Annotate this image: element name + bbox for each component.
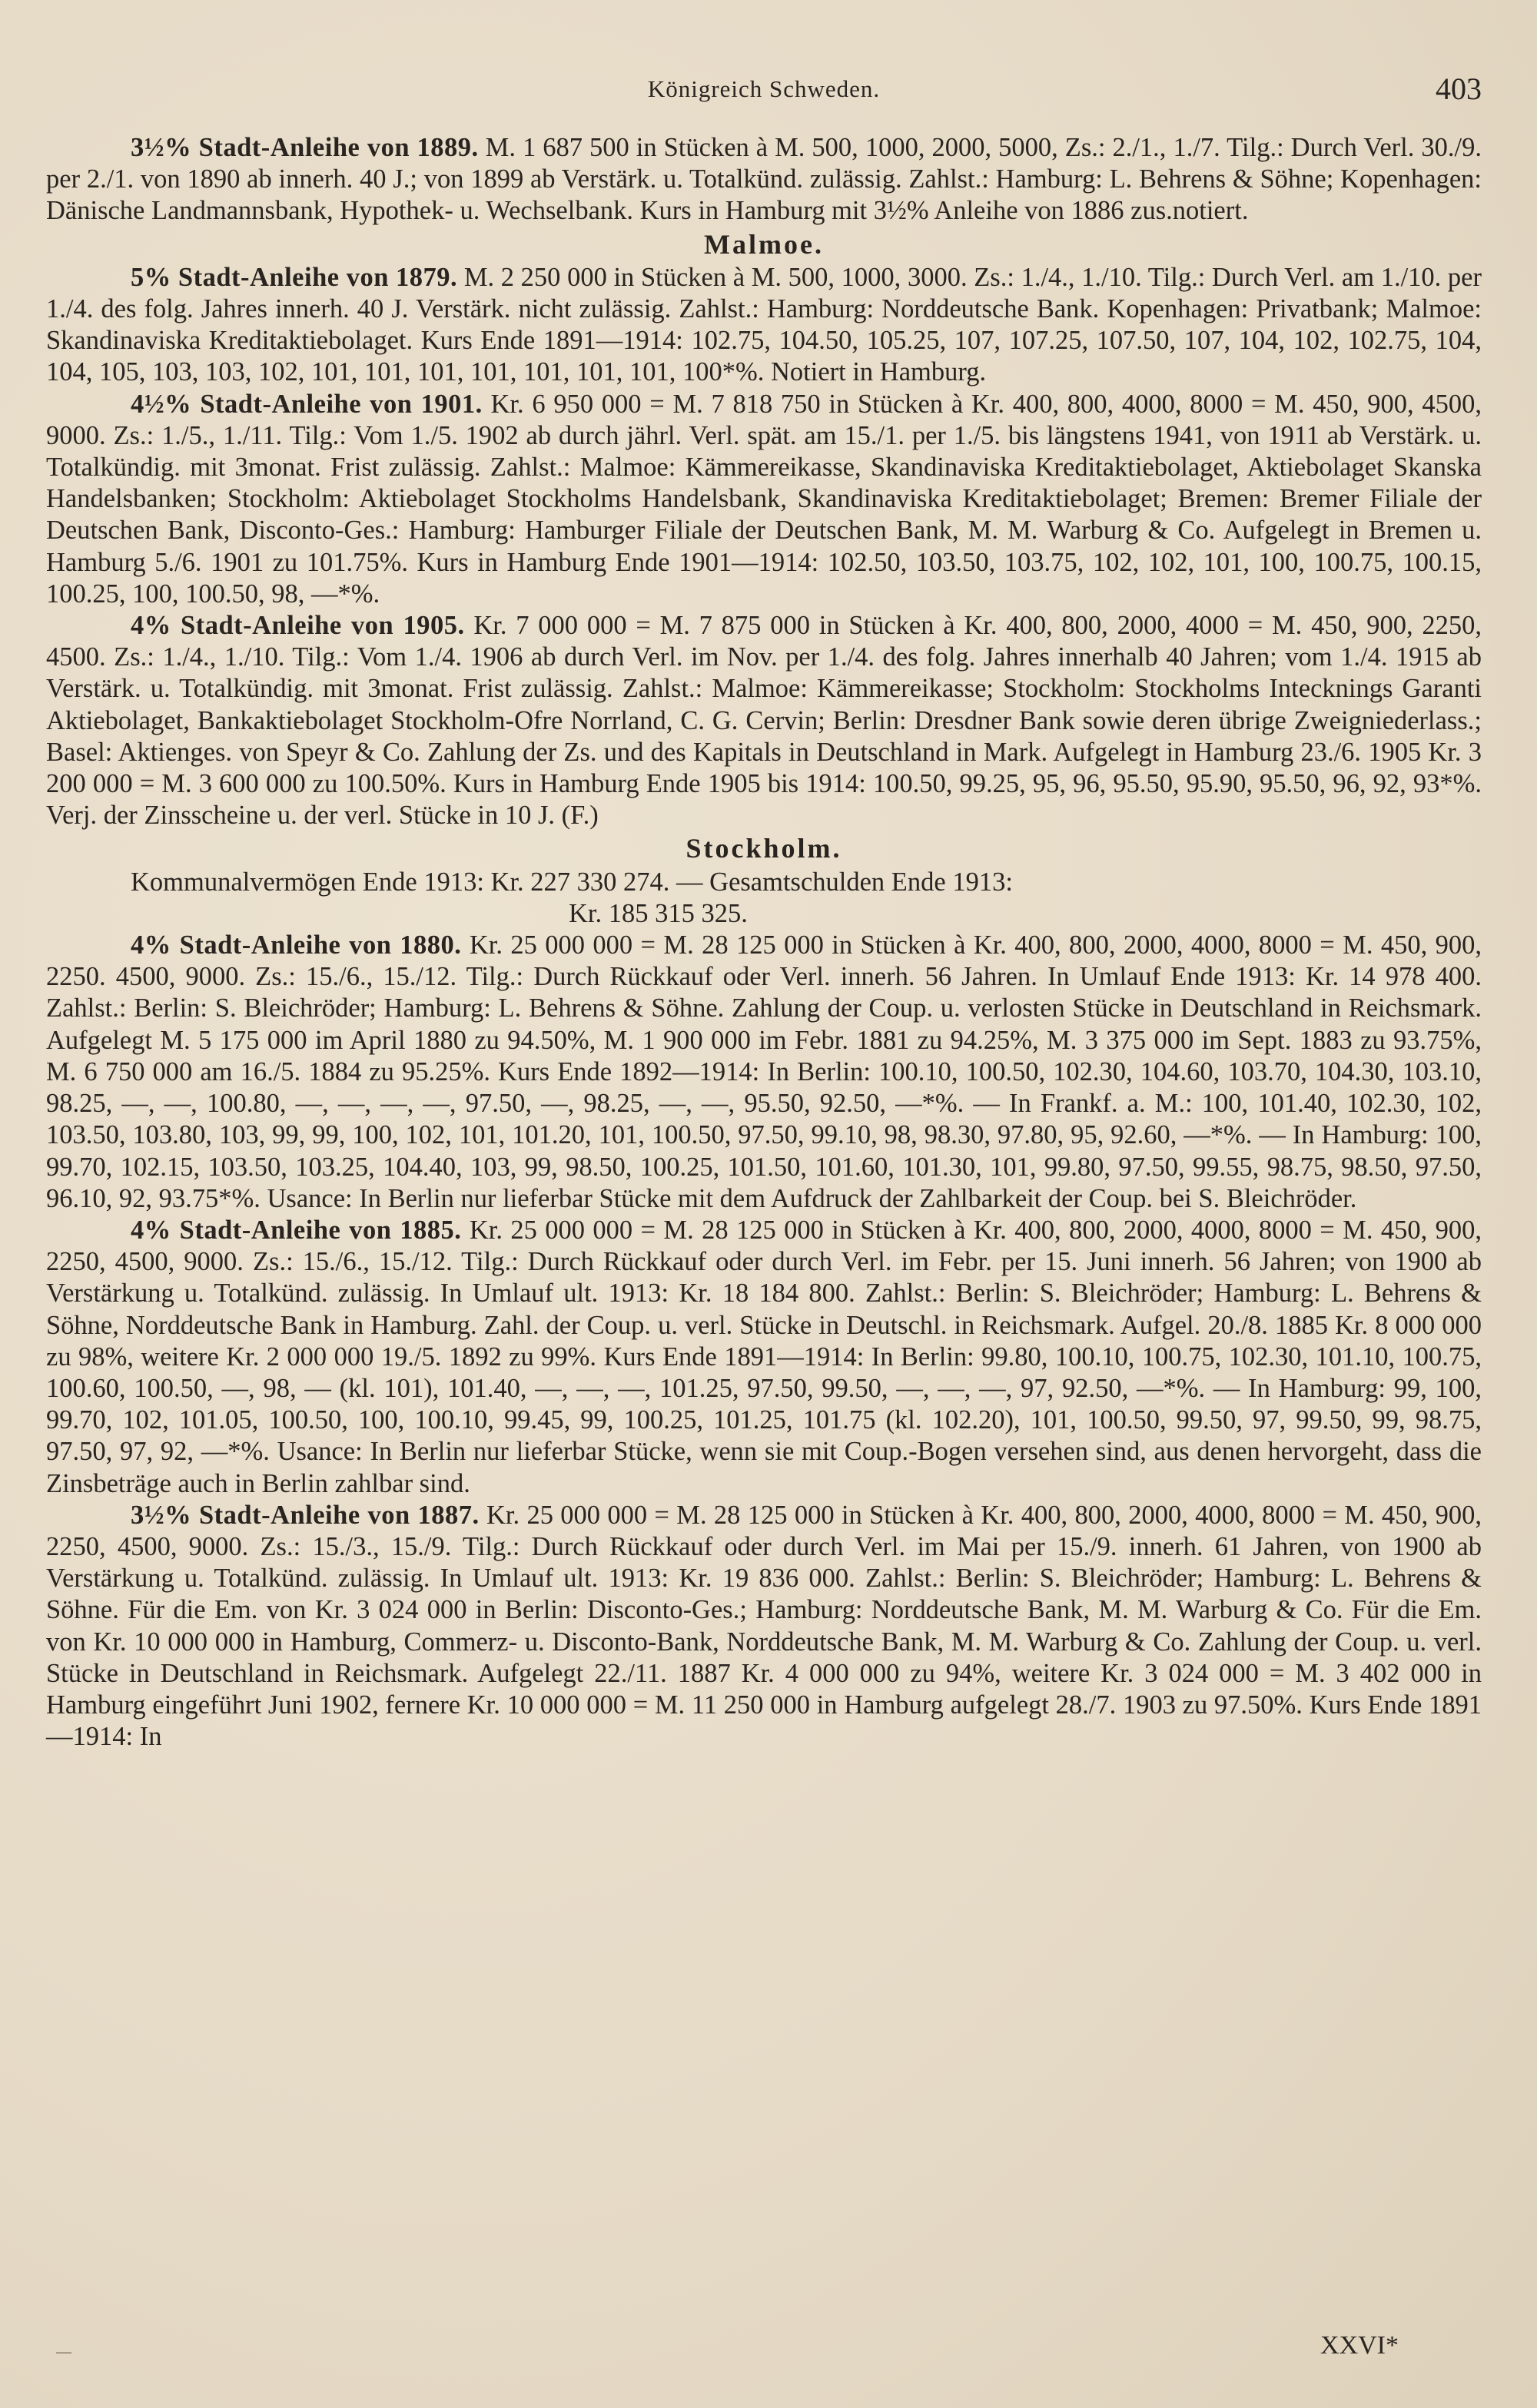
- loan-text: Kr. 6 950 000 = M. 7 818 750 in Stücken à Kr. 400, 800, 4000, 8000 = M. 450, 900, 4500, 9000. Zs.: 1./5., 1./11. Tilg.: Vom 1./5. 1902 ab durch jährl. Verl. spät. am 15./1. per 1./5. bis längstens 1941, von 1911 ab Verstärk. u. Totalkündig. mit 3monat. Frist zulässig. Zahlst.: Malmoe: Kämmereikasse, Skandinaviska Kreditaktiebolaget, Aktiebolaget Skanska Handelsbanken; Stockholm: Aktiebolaget Stockholms Handelsbank, Skandinaviska Kreditaktiebolaget; Bremen: Bremer Filiale der Deutschen Bank, Disconto-Ges.: Hamburg: Hamburger Filiale der Deutschen Bank, M. M. Warburg & Co. Aufgelegt in Bremen u. Hamburg 5./6. 1901 zu 101.75%. Kurs in Hamburg Ende 1901—1914: 102.50, 103.50, 103.75, 102, 102, 101, 100, 100.75, 100.15, 100.25, 100, 100.50, 98, —*%.: [46, 389, 1482, 609]
- loan-heading: 3½% Stadt-Anleihe von 1887.: [131, 1500, 480, 1530]
- loan-heading: 3½% Stadt-Anleihe von 1889.: [131, 133, 479, 162]
- print-dash: —: [55, 2343, 72, 2362]
- loan-text: Kr. 25 000 000 = M. 28 125 000 in Stücken à Kr. 400, 800, 2000, 4000, 8000 = M. 450, 900, 2250. 4500, 9000. Zs.: 15./6., 15./12. Tilg.: Durch Rückkauf oder Verl. innerh. 56 Jahren. In Umlauf Ende 1913: Kr. 14 978 400. Zahlst.: Berlin: S. Bleichröder; Hamburg: L. Behrens & Söhne. Zahlung der Coup. u. verlosten Stücke in Deutschland in Reichsmark. Aufgelegt M. 5 175 000 im April 1880 zu 94.50%, M. 1 900 000 im Febr. 1881 zu 94.25%, M. 3 375 000 im Sept. 1883 zu 93.75%, M. 6 750 000 am 16./5. 1884 zu 95.25%. Kurs Ende 1892—1914: In Berlin: 100.10, 100.50, 102.30, 104.60, 103.70, 104.30, 103.10, 98.25, —, —, 100.80, —, —, —, —, 97.50, —, 98.25, —, —, 95.50, 92.50, —*%. — In Frankf. a. M.: 100, 101.40, 102.30, 102, 103.50, 103.80, 103, 99, 99, 100, 102, 101, 101.20, 101, 100.50, 97.50, 99.10, 98, 98.30, 97.80, 95, 92.60, —*%. — In Hamburg: 100, 99.70, 102.15, 103.50, 103.25, 104.40, 103, 99, 98.50, 100.25, 101.50, 101.60, 101.30, 101, 99.80, 97.50, 99.55, 98.75, 98.50, 97.50, 96.10, 92, 93.75*%. Usance: In Berlin nur lieferbar Stücke mit dem Aufdruck der Zahlbarkeit der Coup. bei S. Bleichröder.: [46, 930, 1482, 1213]
- municipal-summary-continued: Kr. 185 315 325.: [569, 898, 748, 928]
- loan-entry: [46, 1500, 1482, 1753]
- loan-heading: 5% Stadt-Anleihe von 1879.: [131, 262, 458, 292]
- municipal-summary: Kommunalvermögen Ende 1913: Kr. 227 330 274. — Gesamtschulden Ende 1913:: [131, 867, 1013, 897]
- city-heading-stockholm: Stockholm.: [686, 833, 842, 864]
- loan-heading: 4% Stadt-Anleihe von 1880.: [131, 930, 462, 960]
- loan-entry: [46, 132, 1482, 227]
- page-content: [46, 132, 1482, 1753]
- loan-entry: [46, 1215, 1482, 1500]
- loan-heading: 4½% Stadt-Anleihe von 1901.: [131, 389, 483, 419]
- page-header: [46, 68, 1482, 114]
- page-number: 403: [1436, 71, 1482, 106]
- loan-text: Kr. 7 000 000 = M. 7 875 000 in Stücken à Kr. 400, 800, 2000, 4000 = M. 450, 900, 2250, 4500. Zs.: 1./4., 1./10. Tilg.: Vom 1./4. 1906 ab durch Verl. im Nov. per 1./4. des folg. Jahres innerhalb 40 Jahren; vom 1./4. 1915 ab Verstärk. u. Totalkündig. mit 3monat. Frist zulässig. Zahlst.: Malmoe: Kämmereikasse; Stockholm: Stockholms Intecknings Garanti Aktiebolaget, Bankaktiebolaget Stockholm-Ofre Norrland, C. G. Cervin; Berlin: Dresdner Bank sowie deren übrige Zweigniederlass.; Basel: Aktienges. von Speyr & Co. Zahlung der Zs. und des Kapitals in Deutschland in Mark. Aufgelegt in Hamburg 23./6. 1905 Kr. 3 200 000 = M. 3 600 000 zu 100.50%. Kurs in Hamburg Ende 1905 bis 1914: 100.50, 99.25, 95, 96, 95.50, 95.90, 95.50, 96, 92, 93*%. Verj. der Zinsscheine u. der verl. Stücke in 10 J. (F.): [46, 611, 1482, 831]
- loan-entry: [46, 930, 1482, 1215]
- loan-text: M. 1 687 500 in Stücken à M. 500, 1000, 2000, 5000, Zs.: 2./1., 1./7. Tilg.: Durch Verl. 30./9. per 2./1. von 1890 ab innerh. 40 J.; von 1899 ab Verstärk. u. Totalkünd. zulässig. Zahlst.: Hamburg: L. Behrens & Söhne; Kopenhagen: Dänische Landmannsbank, Hypothek- u. Wechselbank. Kurs in Hamburg mit 3½% Anleihe von 1886 zus.notiert.: [46, 133, 1482, 226]
- loan-entry: [46, 610, 1482, 831]
- signature-mark: XXVI*: [1320, 2331, 1399, 2360]
- running-head: Königreich Schweden.: [647, 75, 881, 102]
- loan-entry: [46, 389, 1482, 610]
- loan-heading: 4% Stadt-Anleihe von 1905.: [131, 611, 465, 641]
- loan-text: Kr. 25 000 000 = M. 28 125 000 in Stücken à Kr. 400, 800, 2000, 4000, 8000 = M. 450, 900, 2250, 4500, 9000. Zs.: 15./6., 15./12. Tilg.: Durch Rückkauf oder durch Verl. im Febr. per 15. Juni innerh. 56 Jahren; von 1900 ab Verstärkung u. Totalkünd. zulässig. In Umlauf ult. 1913: Kr. 18 184 800. Zahlst.: Berlin: S. Bleichröder; Hamburg: L. Behrens & Söhne, Norddeutsche Bank in Hamburg. Zahl. der Coup. u. verl. Stücke in Deutschl. in Reichsmark. Aufgel. 20./8. 1885 Kr. 8 000 000 zu 98%, weitere Kr. 2 000 000 19./5. 1892 zu 99%. Kurs Ende 1891—1914: In Berlin: 99.80, 100.10, 100.75, 102.30, 101.10, 100.75, 100.60, 100.50, —, 98, — (kl. 101), 101.40, —, —, —, 101.25, 97.50, 99.50, —, —, —, 97, 92.50, —*%. — In Hamburg: 99, 100, 99.70, 102, 101.05, 100.50, 100, 100.10, 99.45, 99, 100.25, 101.25, 101.75 (kl. 102.20), 101, 100.50, 99.50, 97, 99.50, 99, 98.75, 97.50, 97, 92, —*%. Usance: In Berlin nur lieferbar Stücke, wenn sie mit Coup.-Bogen versehen sind, aus denen hervorgeht, dass die Zinsbeträge auch in Berlin zahlbar sind.: [46, 1215, 1482, 1498]
- loan-text: Kr. 25 000 000 = M. 28 125 000 in Stücken à Kr. 400, 800, 2000, 4000, 8000 = M. 450, 900, 2250, 4500, 9000. Zs.: 15./3., 15./9. Tilg.: Durch Rückkauf oder durch Verl. im Mai per 15./9. innerh. 61 Jahren, von 1900 ab Verstärkung u. Totalkünd. zulässig. In Umlauf ult. 1913: Kr. 19 836 000. Zahlst.: Berlin: S. Bleichröder; Hamburg: L. Behrens & Söhne. Für die Em. von Kr. 3 024 000 in Berlin: Disconto-Ges.; Hamburg: Norddeutsche Bank, M. M. Warburg & Co. Für die Em. von Kr. 10 000 000 in Hamburg, Commerz- u. Disconto-Bank, Norddeutsche Bank, M. M. Warburg & Co. Zahlung der Coup. u. verl. Stücke in Deutschland in Reichsmark. Aufgelegt 22./11. 1887 Kr. 4 000 000 zu 94%, weitere Kr. 3 024 000 = M. 3 402 000 in Hamburg eingeführt Juni 1902, fernere Kr. 10 000 000 = M. 11 250 000 in Hamburg aufgelegt 28./7. 1903 zu 97.50%. Kurs Ende 1891—1914: In: [46, 1500, 1482, 1752]
- loan-heading: 4% Stadt-Anleihe von 1885.: [131, 1215, 462, 1245]
- loan-entry: [46, 262, 1482, 389]
- city-heading-malmoe: Malmoe.: [704, 228, 824, 260]
- loan-text: M. 2 250 000 in Stücken à M. 500, 1000, 3000. Zs.: 1./4., 1./10. Tilg.: Durch Verl. am 1./10. per 1./4. des folg. Jahres innerh. 40 J. Verstärk. nicht zulässig. Zahlst.: Hamburg: Norddeutsche Bank. Kopenhagen: Privatbank; Malmoe: Skandinaviska Kreditaktiebolaget. Kurs Ende 1891—1914: 102.75, 104.50, 105.25, 107, 107.25, 107.50, 107, 104, 102, 102.75, 104, 104, 105, 103, 103, 102, 101, 101, 101, 101, 101, 101, 101, 100*%. Notiert in Hamburg.: [46, 262, 1482, 387]
